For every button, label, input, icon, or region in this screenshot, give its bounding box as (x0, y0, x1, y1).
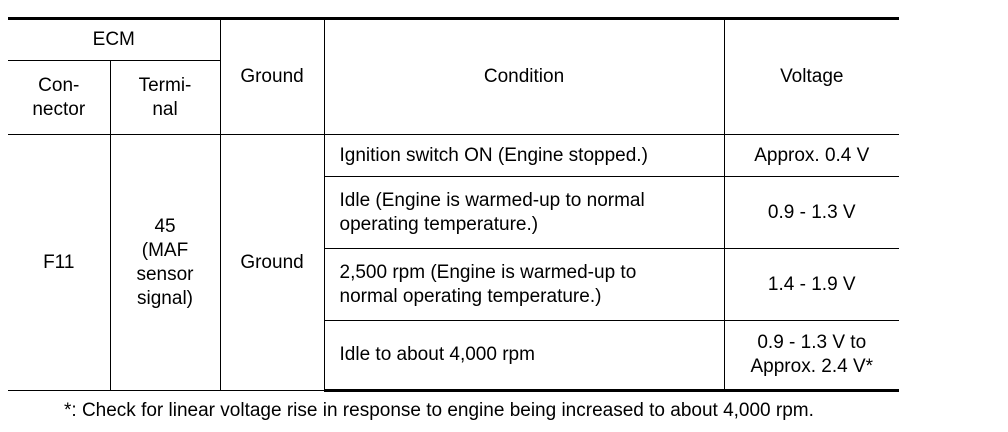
ecm-inspection-table (8, 17, 899, 392)
footnote: *: Check for linear voltage rise in response to engine being increased to about 4,000 rpm. (64, 400, 814, 421)
condition-cell: Idle (Engine is warmed-up to normal operating temperature.) (324, 177, 724, 249)
header-condition: Condition (324, 19, 724, 135)
voltage-cell: 0.9 - 1.3 V to Approx. 2.4 V* (724, 321, 899, 391)
connector-cell: F11 (8, 135, 110, 391)
voltage-cell: 1.4 - 1.9 V (724, 249, 899, 321)
header-terminal: Termi- nal (110, 61, 220, 135)
ground-cell: Ground (220, 135, 324, 391)
condition-cell: Ignition switch ON (Engine stopped.) (324, 135, 724, 177)
table-row (8, 135, 899, 177)
header-ecm: ECM (8, 19, 220, 61)
condition-cell: Idle to about 4,000 rpm (324, 321, 724, 391)
header-voltage: Voltage (724, 19, 899, 135)
header-connector: Con- nector (8, 61, 110, 135)
header-row (8, 19, 899, 61)
header-ground: Ground (220, 19, 324, 135)
voltage-cell: 0.9 - 1.3 V (724, 177, 899, 249)
terminal-cell: 45 (MAF sensor signal) (110, 135, 220, 391)
voltage-cell: Approx. 0.4 V (724, 135, 899, 177)
condition-cell: 2,500 rpm (Engine is warmed-up to normal operating temperature.) (324, 249, 724, 321)
